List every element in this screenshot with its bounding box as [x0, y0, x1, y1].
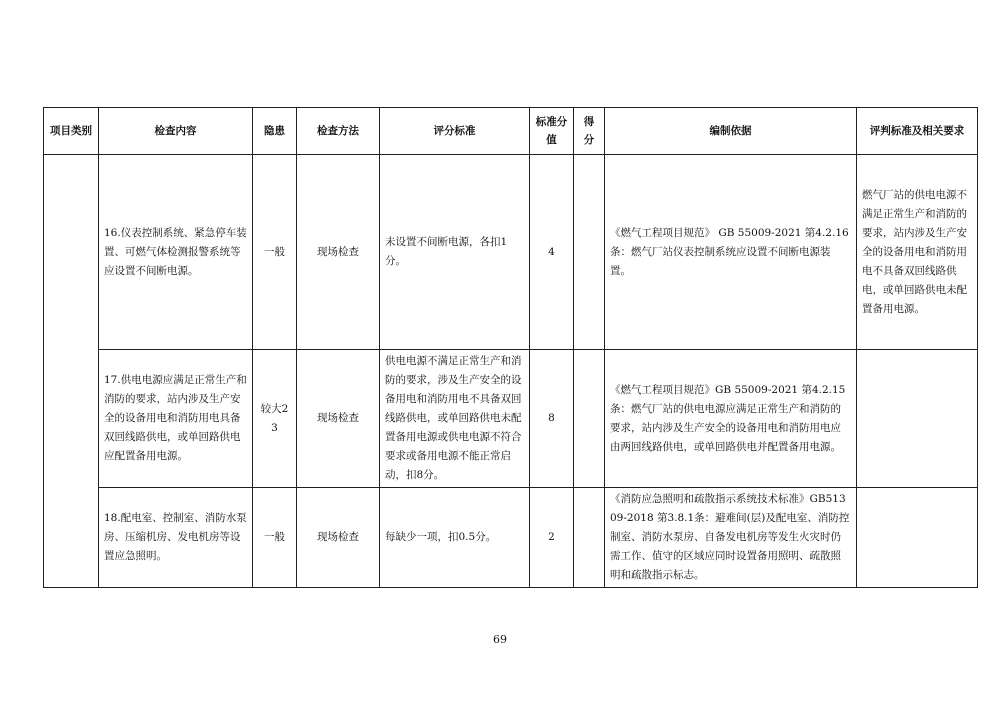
row-method: 现场检查 [297, 488, 380, 588]
row-criteria [857, 488, 978, 588]
row-content: 17.供电电源应满足正常生产和消防的要求，站内涉及生产安全的设备用电和消防用电具备双回线路供电，或单回路供电应配置备用电源。 [99, 350, 253, 488]
row-method: 现场检查 [297, 155, 380, 350]
row-content: 18.配电室、控制室、消防水泵房、压缩机房、发电机房等设置应急照明。 [99, 488, 253, 588]
header-content: 检查内容 [99, 108, 253, 155]
row-scoring: 每缺少一项，扣0.5分。 [380, 488, 530, 588]
header-score: 得分 [574, 108, 605, 155]
header-criteria: 评判标准及相关要求 [857, 108, 978, 155]
table-row [44, 155, 978, 350]
row-points: 8 [530, 350, 574, 488]
header-row [44, 108, 978, 155]
row-hazard: 一般 [253, 155, 297, 350]
row-score [574, 488, 605, 588]
page-number: 69 [493, 633, 507, 646]
row-hazard: 较大23 [253, 350, 297, 488]
row-scoring: 供电电源不满足正常生产和消防的要求，涉及生产安全的设备用电和消防用电不具备双回线路供电，或单回路供电未配置备用电源或供电电源不符合要求或备用电源不能正常启动，扣8分。 [380, 350, 530, 488]
table-row [44, 350, 978, 488]
row-criteria: 燃气厂站的供电电源不满足正常生产和消防的要求，站内涉及生产安全的设备用电和消防用电不具备双回线路供电，或单回路供电未配置备用电源。 [857, 155, 978, 350]
row-hazard: 一般 [253, 488, 297, 588]
row-content: 16.仪表控制系统、紧急停车装置、可燃气体检测报警系统等应设置不间断电源。 [99, 155, 253, 350]
row-points: 2 [530, 488, 574, 588]
row-score [574, 155, 605, 350]
header-method: 检查方法 [297, 108, 380, 155]
header-basis: 编制依据 [605, 108, 857, 155]
inspection-table [43, 107, 978, 588]
row-criteria [857, 350, 978, 488]
header-category: 项目类别 [44, 108, 99, 155]
header-hazard: 隐患 [253, 108, 297, 155]
row-method: 现场检查 [297, 350, 380, 488]
row-points: 4 [530, 155, 574, 350]
table-row [44, 488, 978, 588]
header-scoring: 评分标准 [380, 108, 530, 155]
row-basis: 《燃气工程项目规范》GB 55009-2021 第4.2.15条：燃气厂站的供电电源应满足正常生产和消防的要求，站内涉及生产安全的设备用电和消防用电应由两回线路供电，或单回路供电并配置备用电源。 [605, 350, 857, 488]
header-points: 标准分值 [530, 108, 574, 155]
category-cell [44, 155, 99, 588]
row-score [574, 350, 605, 488]
row-basis: 《燃气工程项目规范》 GB 55009-2021 第4.2.16条：燃气厂站仪表控制系统应设置不间断电源装置。 [605, 155, 857, 350]
row-scoring: 未设置不间断电源，各扣1分。 [380, 155, 530, 350]
row-basis: 《消防应急照明和疏散指示系统技术标准》GB51309-2018 第3.8.1条：避难间(层)及配电室、消防控制室、消防水泵房、自备发电机房等发生火灾时仍需工作、值守的区域应同时设置备用照明、疏散照明和疏散指示标志。 [605, 488, 857, 588]
